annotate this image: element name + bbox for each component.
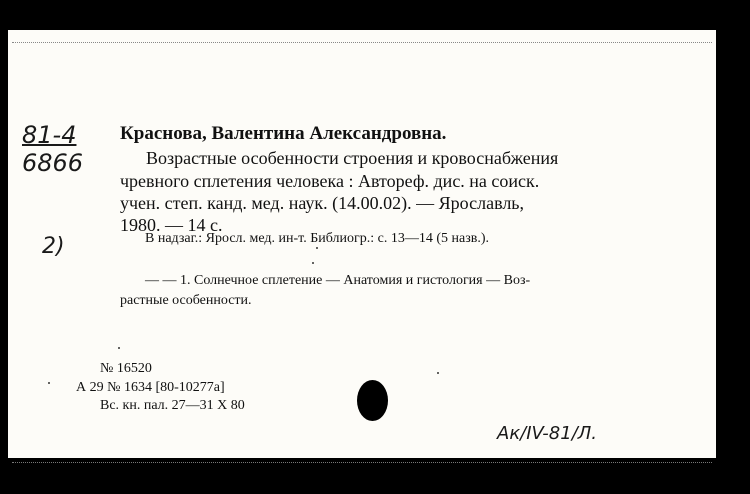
speck [316,247,318,249]
inventory-line: А 29 № 1634 [80-10277а] [76,380,225,395]
inventory-line: № 16520 [100,361,152,376]
speck [48,382,50,384]
title-line: Возрастные особенности строения и кровоснабжения [146,148,559,168]
inventory-line: Вс. кн. пал. 27—31 Х 80 [100,398,245,413]
handwritten-mark-bottom-right: Ак/IV-81/Л. [497,423,598,444]
subject-line: — — 1. Солнечное сплетение — Анатомия и гистология — Воз- [145,273,531,288]
title-line: чревного сплетения человека : Автореф. дис. на соиск. [120,171,540,191]
title-line: 1980. — 14 с. [120,215,223,235]
subject-line: растные особенности. [120,293,252,308]
top-dotted-edge [12,42,712,43]
title-line: учен. степ. канд. мед. наук. (14.00.02). — Ярославль, [120,193,525,213]
punch-hole [357,380,388,421]
handwritten-mark-left: 2) [42,234,65,259]
notes-line: В надзаг.: Яросл. мед. ин-т. Библиогр.: с. 13—14 (5 назв.). [145,231,490,246]
speck [312,262,314,264]
speck [437,372,439,374]
speck [118,347,120,349]
call-number-bottom: 6866 [22,149,84,177]
call-number-top: 81-4 [22,121,77,149]
author-heading: Краснова, Валентина Александровна. [120,123,447,144]
bottom-dotted-edge [12,462,712,463]
